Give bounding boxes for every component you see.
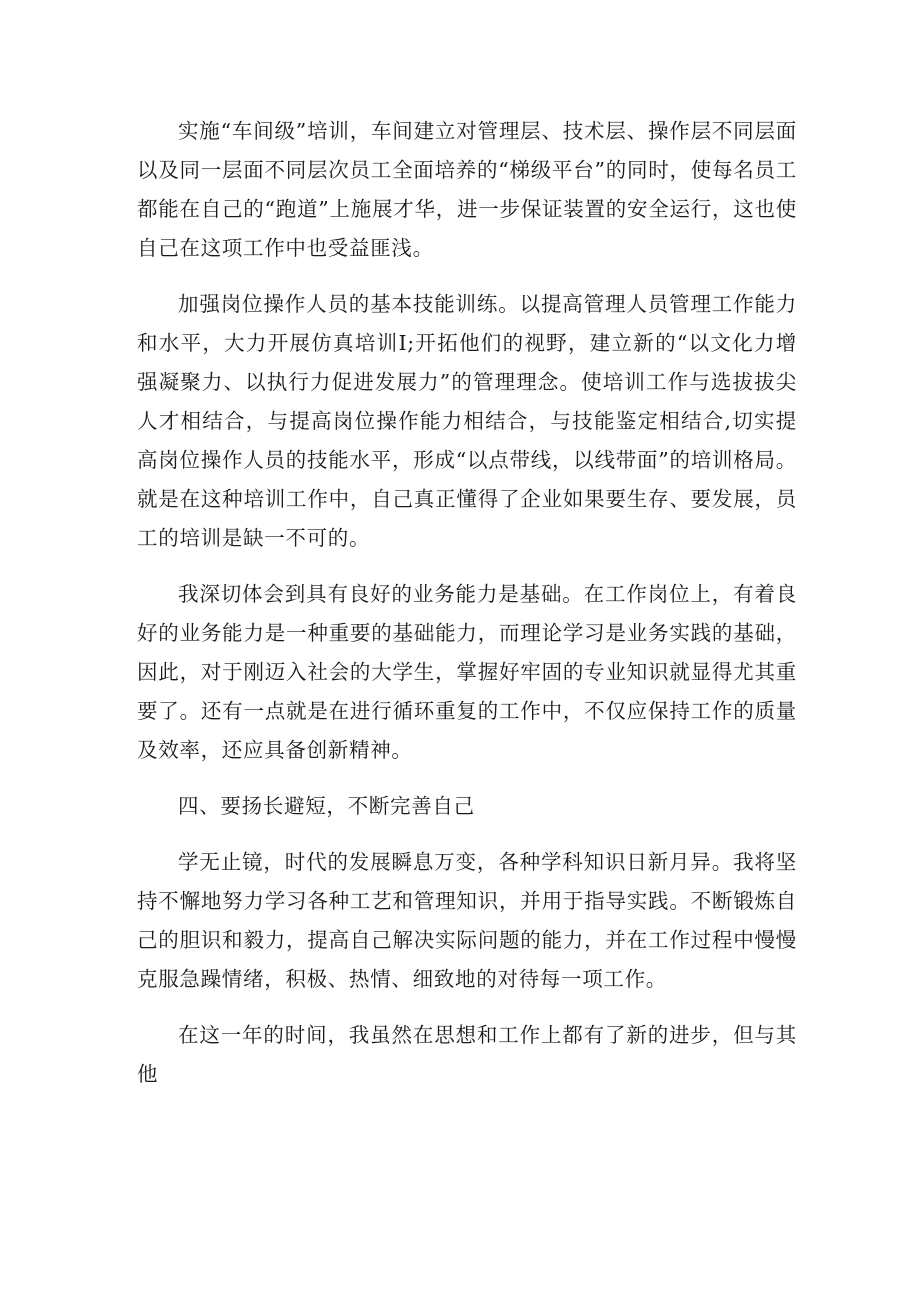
paragraph-continuous-learning: 学无止镜，时代的发展瞬息万变，各种学科知识日新月异。我将坚持不懈地努力学习各种工艺和管理知识，并用于指导实践。不断锻炼自己的胆识和毅力，提高自己解决实际问题的能力，并在工作过程中慢慢克服急躁情绪，积极、热情、细致地的对待每一项工作。	[137, 850, 797, 991]
paragraph-workshop-training: 实施“车间级”培训，车间建立对管理层、技术层、操作层不同层面以及同一层面不同层次员工全面培养的“梯级平台”的同时，使每名员工都能在自己的“跑道”上施展才华，进一步保证装置的安全运行，这也使自己在这项工作中也受益匪浅。	[137, 119, 797, 260]
document-body	[137, 112, 797, 1111]
paragraph-business-ability: 我深切体会到具有良好的业务能力是基础。在工作岗位上，有着良好的业务能力是一种重要的基础能力，而理论学习是业务实践的基础，因此，对于刚迈入社会的大学生，掌握好牢固的专业知识就显得尤其重要了。还有一点就是在进行循环重复的工作中，不仅应保持工作的质量及效率，还应具备创新精神。	[137, 582, 797, 762]
section-heading: 四、要扬长避短，不断完善自己	[178, 794, 475, 818]
paragraph-skills-training: 加强岗位操作人员的基本技能训练。以提高管理人员管理工作能力和水平，大力开展仿真培训I;开拓他们的视野，建立新的“以文化力增强凝聚力、以执行力促进发展力”的管理理念。使培训工作与选拔拔尖人才相结合，与提高岗位操作能力相结合，与技能鉴定相结合,切实提高岗位操作人员的技能水平，形成“以点带线，以线带面”的培训格局。就是在这种培训工作中，自己真正懂得了企业如果要生存、要发展，员工的培训是缺一不可的。	[137, 292, 797, 550]
paragraph-year-summary: 在这一年的时间，我虽然在思想和工作上都有了新的进步，但与其他	[137, 1023, 797, 1086]
